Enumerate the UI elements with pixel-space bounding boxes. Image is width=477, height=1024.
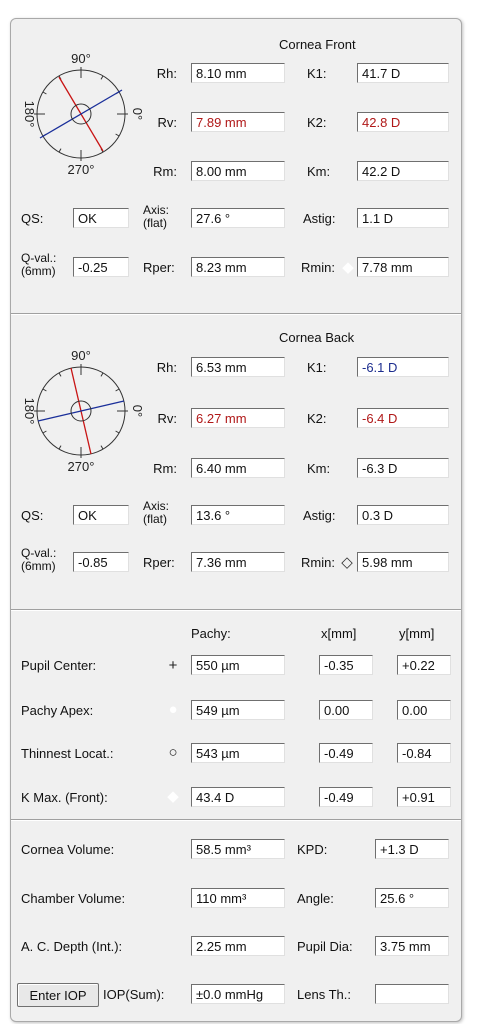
y-value: -0.84 [397, 743, 451, 763]
row-label: K Max. (Front): [21, 790, 108, 805]
back-rm-value: 6.40 mm [191, 458, 285, 478]
section-divider [11, 313, 461, 315]
k2-label: K2: [307, 115, 327, 130]
row-label: Thinnest Locat.: [21, 746, 114, 761]
rmin-label: Rmin: [301, 260, 335, 275]
rm-label: Rm: [153, 461, 177, 476]
lens-thickness-label: Lens Th.: [297, 987, 351, 1002]
y-mm-header: y[mm] [399, 626, 435, 641]
front-k1-value: 41.7 D [357, 63, 449, 83]
section-title: Cornea Front [279, 37, 356, 52]
axis-label [143, 500, 169, 526]
rh-label: Rh: [156, 66, 177, 81]
kpd-label: KPD: [297, 842, 328, 857]
axis-label-line1: Axis: [143, 499, 170, 513]
wheel-label-left: 180° [22, 397, 37, 425]
section-divider [11, 609, 461, 611]
y-value: 0.00 [397, 700, 451, 720]
front-axis-value: 27.6 ° [191, 208, 285, 228]
diamond-outline-icon: ◇ [341, 554, 353, 571]
pachy-value: 549 µm [191, 700, 285, 720]
back-km-value: -6.3 D [357, 458, 449, 478]
enter-iop-button[interactable]: Enter IOP [17, 983, 99, 1007]
back-qs-value: OK [73, 505, 129, 525]
front-rv-value: 7.89 mm [191, 112, 285, 132]
axis-label-line2: (flat) [143, 216, 167, 230]
km-label: Km: [307, 164, 331, 179]
x-value: -0.49 [319, 743, 373, 763]
qval-label-line1: Q-val.: [21, 251, 57, 265]
km-label: Km: [307, 461, 331, 476]
x-mm-header: x[mm] [321, 626, 357, 641]
y-value: +0.22 [397, 655, 451, 675]
iop-sum-value: ±0.0 mmHg [191, 984, 285, 1004]
front-rh-value: 8.10 mm [191, 63, 285, 83]
axis-label-line2: (flat) [143, 512, 167, 526]
rm-label: Rm: [153, 164, 177, 179]
wheel-label-bottom: 270° [67, 459, 95, 474]
front-qval-value: -0.25 [73, 257, 129, 277]
back-qval-value: -0.85 [73, 552, 129, 572]
front-qs-value: OK [73, 208, 129, 228]
front-rmin-value: 7.78 mm [357, 257, 449, 277]
rv-label: Rv: [157, 115, 177, 130]
diamond-icon: ◆ [167, 788, 179, 805]
kpd-value: +1.3 D [375, 839, 449, 859]
qs-label: QS: [21, 508, 44, 523]
back-rmin-value: 5.98 mm [357, 552, 449, 572]
front-km-value: 42.2 D [357, 161, 449, 181]
axis-wheel [22, 51, 145, 177]
k1-label: K1: [307, 66, 327, 81]
section-title: Cornea Back [279, 330, 355, 345]
back-rv-value: 6.27 mm [191, 408, 285, 428]
rper-label: Rper: [143, 555, 175, 570]
section-divider [11, 819, 461, 821]
pachy-value: 543 µm [191, 743, 285, 763]
astig-label: Astig: [303, 508, 336, 523]
back-k1-value: -6.1 D [357, 357, 449, 377]
wheel-label-right: 0° [130, 107, 145, 121]
cornea-volume-value: 58.5 mm³ [191, 839, 285, 859]
x-value: -0.35 [319, 655, 373, 675]
astig-label: Astig: [303, 211, 336, 226]
qval-label-line2: (6mm) [21, 264, 56, 278]
diamond-icon: ◆ [342, 259, 354, 276]
filled-circle-icon: ● [168, 701, 178, 718]
qval-label-line2: (6mm) [21, 559, 56, 573]
wheel-label-right: 0° [130, 404, 145, 418]
chamber-volume-value: 110 mm³ [191, 888, 285, 908]
pupil-dia-label: Pupil Dia: [297, 939, 353, 954]
plus-icon: + [168, 657, 178, 674]
row-label: Pupil Center: [21, 658, 97, 673]
qval-label [21, 547, 56, 573]
back-rh-value: 6.53 mm [191, 357, 285, 377]
front-rper-value: 8.23 mm [191, 257, 285, 277]
back-rper-value: 7.36 mm [191, 552, 285, 572]
pachy-header: Pachy: [191, 626, 231, 641]
rv-label: Rv: [157, 411, 177, 426]
rmin-label: Rmin: [301, 555, 335, 570]
ac-depth-value: 2.25 mm [191, 936, 285, 956]
y-value: +0.91 [397, 787, 451, 807]
qs-label: QS: [21, 211, 44, 226]
iop-sum-label: IOP(Sum): [103, 987, 165, 1002]
chamber-volume-label: Chamber Volume: [21, 891, 126, 906]
wheel-label-left: 180° [22, 100, 37, 128]
qval-label [21, 252, 56, 278]
k2-label: K2: [307, 411, 327, 426]
axis-wheel [22, 348, 145, 474]
front-astig-value: 1.1 D [357, 208, 449, 228]
front-rm-value: 8.00 mm [191, 161, 285, 181]
cornea-volume-label: Cornea Volume: [21, 842, 115, 857]
angle-label: Angle: [297, 891, 334, 906]
wheel-label-top: 90° [71, 348, 91, 363]
row-label: Pachy Apex: [21, 703, 94, 718]
angle-value: 25.6 ° [375, 888, 449, 908]
qval-label-line1: Q-val.: [21, 546, 57, 560]
lens-thickness-value [375, 984, 449, 1004]
pupil-dia-value: 3.75 mm [375, 936, 449, 956]
k1-label: K1: [307, 360, 327, 375]
cornea-parameters-panel [10, 18, 462, 1022]
back-axis-value: 13.6 ° [191, 505, 285, 525]
front-k2-value: 42.8 D [357, 112, 449, 132]
axis-label-line1: Axis: [143, 203, 170, 217]
x-value: 0.00 [319, 700, 373, 720]
pachy-value: 550 µm [191, 655, 285, 675]
wheel-label-bottom: 270° [67, 162, 95, 177]
flat-axis-line [38, 401, 124, 421]
axis-label [143, 204, 169, 230]
back-k2-value: -6.4 D [357, 408, 449, 428]
rh-label: Rh: [156, 360, 177, 375]
flat-axis-line [40, 90, 122, 138]
pachy-value: 43.4 D [191, 787, 285, 807]
wheel-label-top: 90° [71, 51, 91, 66]
circle-outline-icon: ○ [168, 744, 178, 761]
ac-depth-label: A. C. Depth (Int.): [21, 939, 123, 954]
rper-label: Rper: [143, 260, 175, 275]
x-value: -0.49 [319, 787, 373, 807]
back-astig-value: 0.3 D [357, 505, 449, 525]
